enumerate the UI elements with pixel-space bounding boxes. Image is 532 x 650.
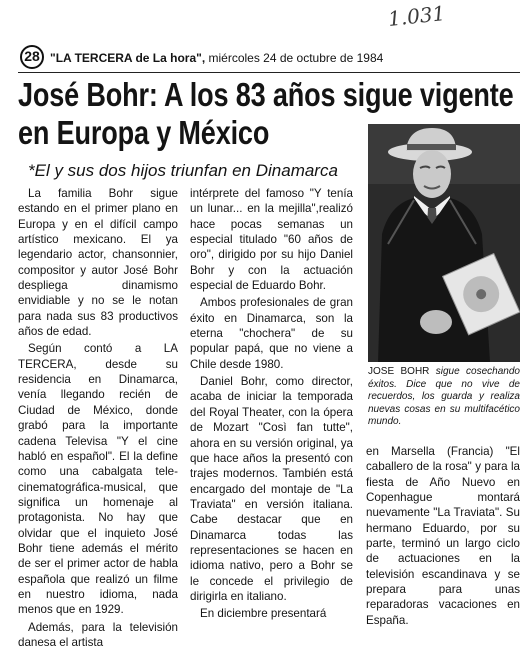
article-column-2 [190,186,353,622]
paragraph: Según contó a LA TERCERA, desde su residencia en Dinamarca, venía llegando recién de Ciudad de México, donde grabó para la importante cadena Televisa "Y el cine habló en español". El la define como una cabalgata tele-cinematográfica-musical, que significa un homenaje al protagonista. No hay que olvidar que el inquieto José Bohr tiene además el mérito de ser el primer actor de habla española que realizó un filme en nuestro idioma, nada menos que en 1929. [18,342,178,617]
paragraph: Daniel Bohr, como director, acaba de iniciar la temporada del Royal Theater, con la ópera de Mozart "Così fan tutte", ahora en su versión original, ya que hace años la presentó con trajes modernos. También está encargado del montaje de "La Traviata" en versión italiana. Cabe destacar que en Dinamarca todas las representaciones se hacen en idioma nativo, pero a Bohr se le concede el privilegio de dirigirla en italiano. [190,375,353,603]
paragraph: Ambos profesionales de gran éxito en Dinamarca, son la eterna "chochera" de su popular papá, que no viene a Chile desde 1980. [190,296,353,371]
article-subheadline: *El y sus dos hijos triunfan en Dinamarca [28,161,338,180]
caption-name: JOSE BOHR [368,366,430,377]
publication-date: miércoles 24 de octubre de 1984 [205,51,384,65]
portrait-illustration [368,124,520,362]
paragraph: La familia Bohr sigue estando en el primer plano en Europa y en el difícil campo artístico mexicano. El ya legendario actor, chansonnier, compositor y autor José Bohr despliega dinamismo envidiable y no se le notan para nada sus 83 productivos años de edad. [18,187,178,339]
masthead [50,51,383,65]
publication-name: "LA TERCERA de La hora", [50,51,206,65]
article-column-3 [366,444,520,628]
jose-bohr-photo [368,124,520,362]
paragraph: Además, para la televisión danesa el artista [18,620,178,649]
paragraph: En diciembre presentará [200,607,327,621]
article-headline: José Bohr: A los 83 años sigue vigente en Europa y México [18,76,514,151]
caption-text: sigue cosechando éxitos. Dice que no vive de recuerdos, los guarda y realiza nuevas cosas en su multifacético mundo. [368,366,520,428]
handwritten-archive-number: 1.031 [386,1,447,31]
paragraph: intérprete del famoso "Y tenía un lunar... en la mejilla",realizó hace pocas semanas un especial titulado "60 años de oro", dirigido por su hijo Daniel Bohr y con la actuación especial de Eduardo Bohr. [190,187,353,293]
page-number-badge: 28 [20,45,44,69]
masthead-rule [18,72,520,73]
article-column-1 [18,186,178,650]
photo-caption [368,366,520,429]
paragraph: en Marsella (Francia) "El caballero de la rosa" y para la fiesta de Año Nuevo en Copenhague montará nuevamente "La Traviata". Su hermano Eduardo, por su parte, terminó un largo ciclo de actuaciones en la televisión escandinava y se prepara para unas reparadoras vacaciones en España. [366,445,520,627]
